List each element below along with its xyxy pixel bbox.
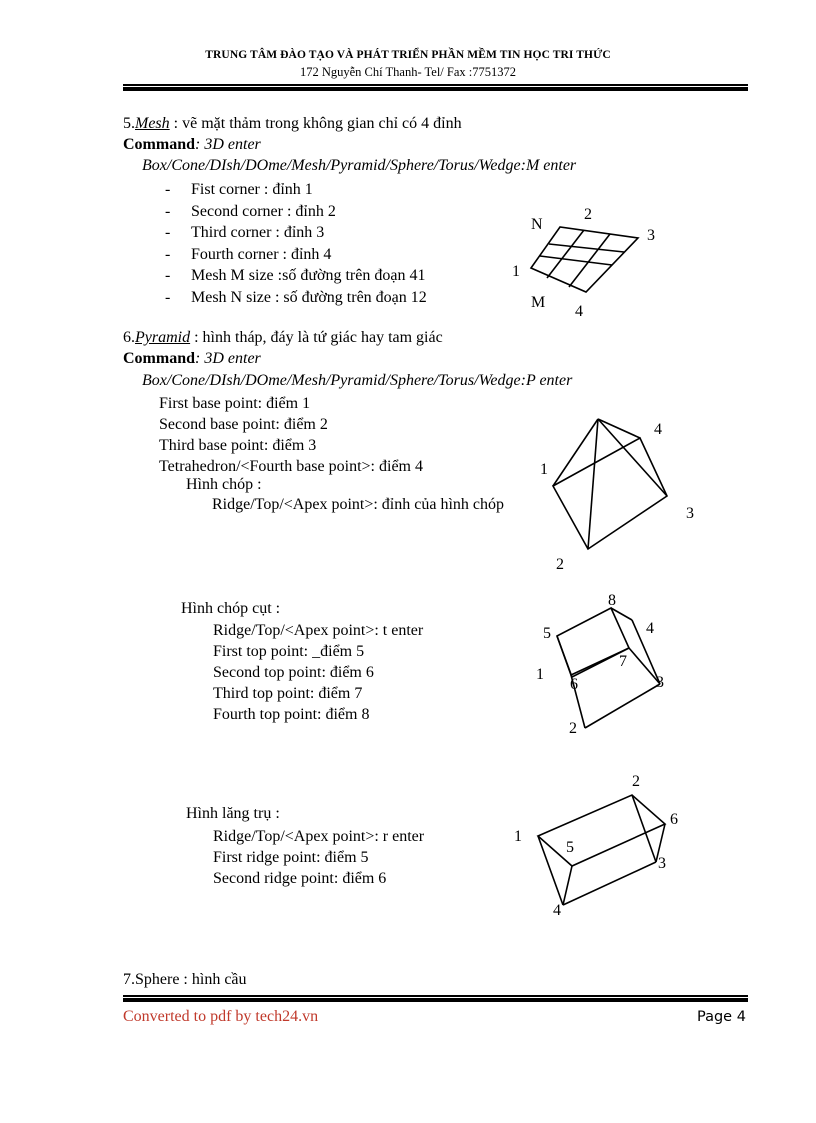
mesh-command-value: : 3D enter: [195, 136, 261, 153]
mesh-desc: : vẽ mặt thảm trong không gian chỉ có 4 đỉnh: [169, 115, 462, 132]
list-item: - Mesh M size :số đường trên đoạn 41: [165, 267, 426, 284]
mesh-number: 5.: [123, 115, 135, 132]
pyramid-edge-4: [598, 419, 640, 438]
pyramid-label-4: 4: [654, 421, 662, 438]
list-item: - Second corner : đỉnh 2: [165, 202, 336, 220]
list-item: - Third corner : đỉnh 3: [165, 224, 325, 241]
mesh-line-m2: [540, 256, 612, 265]
frustum-label-8: 8: [608, 592, 616, 609]
list-item: First top point: _điểm 5: [213, 643, 365, 660]
header-address: 172 Nguyễn Chí Thanh- Tel/ Fax :7751372: [299, 65, 516, 79]
pyramid-command: [123, 350, 261, 368]
sphere-heading: 7.Sphere : hình cầu: [123, 971, 247, 988]
header-rule: [123, 84, 748, 92]
prism-label-1: 1: [514, 828, 522, 845]
frustum-label-7: 7: [619, 653, 627, 670]
mesh-keyword: Mesh: [135, 115, 170, 132]
list-item: First base point: điểm 1: [159, 395, 311, 412]
frustum-edge-4: [611, 608, 632, 620]
footer-rule: [123, 995, 748, 1004]
mesh-label-n: N: [531, 216, 543, 233]
prism-top: [538, 795, 665, 866]
pyramid-base: [553, 438, 667, 549]
frustum-label-6: 6: [570, 676, 578, 693]
mesh-options: Box/Cone/DIsh/DOme/Mesh/Pyramid/Sphere/Torus/Wedge:M enter: [142, 157, 577, 174]
list-item: Second ridge point: điểm 6: [213, 870, 387, 887]
pyramid-command-label: Command: [123, 350, 196, 367]
frustum-label-4: 4: [646, 620, 654, 637]
pyramid-label-1: 1: [540, 461, 548, 478]
frustum-label-1: 1: [536, 666, 544, 683]
mesh-label-4: 4: [575, 303, 583, 320]
prism-label-4: 4: [553, 902, 561, 919]
list-item: Fourth top point: điểm 8: [213, 706, 370, 723]
pyramid-edge-1: [553, 419, 598, 486]
pyramid-desc: : hình tháp, đáy là tứ giác hay tam giác: [190, 329, 443, 346]
pyramid-lines: [159, 393, 423, 477]
frustum-lines: [213, 620, 423, 725]
frustum-edge-6: [585, 684, 660, 728]
list-item: Tetrahedron/<Fourth base point>: điểm 4: [159, 458, 423, 475]
mesh-line-m1: [549, 244, 624, 252]
mesh-label-2: 2: [584, 206, 592, 223]
list-item: Third top point: điểm 7: [213, 685, 363, 702]
prism-ridge-3: [632, 795, 656, 862]
mesh-command-label: Command: [123, 136, 196, 153]
mesh-line-n2: [569, 234, 610, 287]
prism-base: [563, 862, 656, 905]
frustum-label-3: 3: [656, 674, 664, 691]
prism-label-2: 2: [632, 773, 640, 790]
mesh-steps-list: [165, 179, 427, 308]
page-number: Page 4: [697, 1009, 746, 1025]
list-item: Ridge/Top/<Apex point>: r enter: [213, 828, 425, 845]
pyramid-label-3: 3: [686, 505, 694, 522]
pyramid-hinh-chop: Hình chóp :: [186, 476, 262, 493]
list-item: - Fourth corner : đỉnh 4: [165, 245, 332, 263]
prism-lines: [213, 826, 424, 889]
header-title: TRUNG TÂM ĐÀO TẠO VÀ PHÁT TRIỂN PHẦN MỀM TIN HỌC TRI THỨC: [205, 49, 611, 61]
frustum-label-5: 5: [543, 625, 551, 642]
pyramid-heading: [123, 329, 443, 347]
list-item: Second base point: điểm 2: [159, 416, 328, 433]
prism-label-5: 5: [566, 839, 574, 856]
prism-label-6: 6: [670, 811, 678, 828]
pyramid-options: Box/Cone/DIsh/DOme/Mesh/Pyramid/Sphere/Torus/Wedge:P enter: [142, 372, 573, 389]
mesh-outline: [531, 227, 638, 292]
pyramid-keyword: Pyramid: [135, 329, 191, 346]
mesh-label-1: 1: [512, 263, 520, 280]
list-item: Third base point: điểm 3: [159, 437, 317, 454]
prism-label-3: 3: [658, 855, 666, 872]
pyramid-edge-2: [588, 419, 598, 549]
frustum-edge-1: [557, 636, 572, 677]
prism-ridge-1: [538, 836, 563, 905]
mesh-heading: [123, 115, 462, 133]
mesh-command: [123, 136, 261, 154]
list-item: - Mesh N size : số đường trên đoạn 12: [165, 288, 427, 306]
mesh-line-n1: [547, 230, 584, 278]
frustum-label-2: 2: [569, 720, 577, 737]
prism-title: Hình lăng trụ :: [186, 805, 280, 822]
pyramid-label-2: 2: [556, 556, 564, 573]
mesh-label-m: M: [531, 294, 546, 311]
pyramid-command-value: : 3D enter: [195, 350, 261, 367]
prism-ridge-2: [563, 866, 572, 905]
list-item: First ridge point: điểm 5: [213, 849, 369, 866]
frustum-title: Hình chóp cụt :: [181, 600, 281, 617]
pyramid-number: 6.: [123, 329, 135, 346]
footer-converted-link[interactable]: Converted to pdf by tech24.vn: [123, 1008, 319, 1025]
list-item: Second top point: điểm 6: [213, 664, 374, 681]
mesh-label-3: 3: [647, 227, 655, 244]
list-item: - Fist corner : đỉnh 1: [165, 181, 313, 198]
list-item: Ridge/Top/<Apex point>: t enter: [213, 622, 424, 639]
pyramid-apex-line: Ridge/Top/<Apex point>: đỉnh của hình chóp: [212, 496, 504, 513]
